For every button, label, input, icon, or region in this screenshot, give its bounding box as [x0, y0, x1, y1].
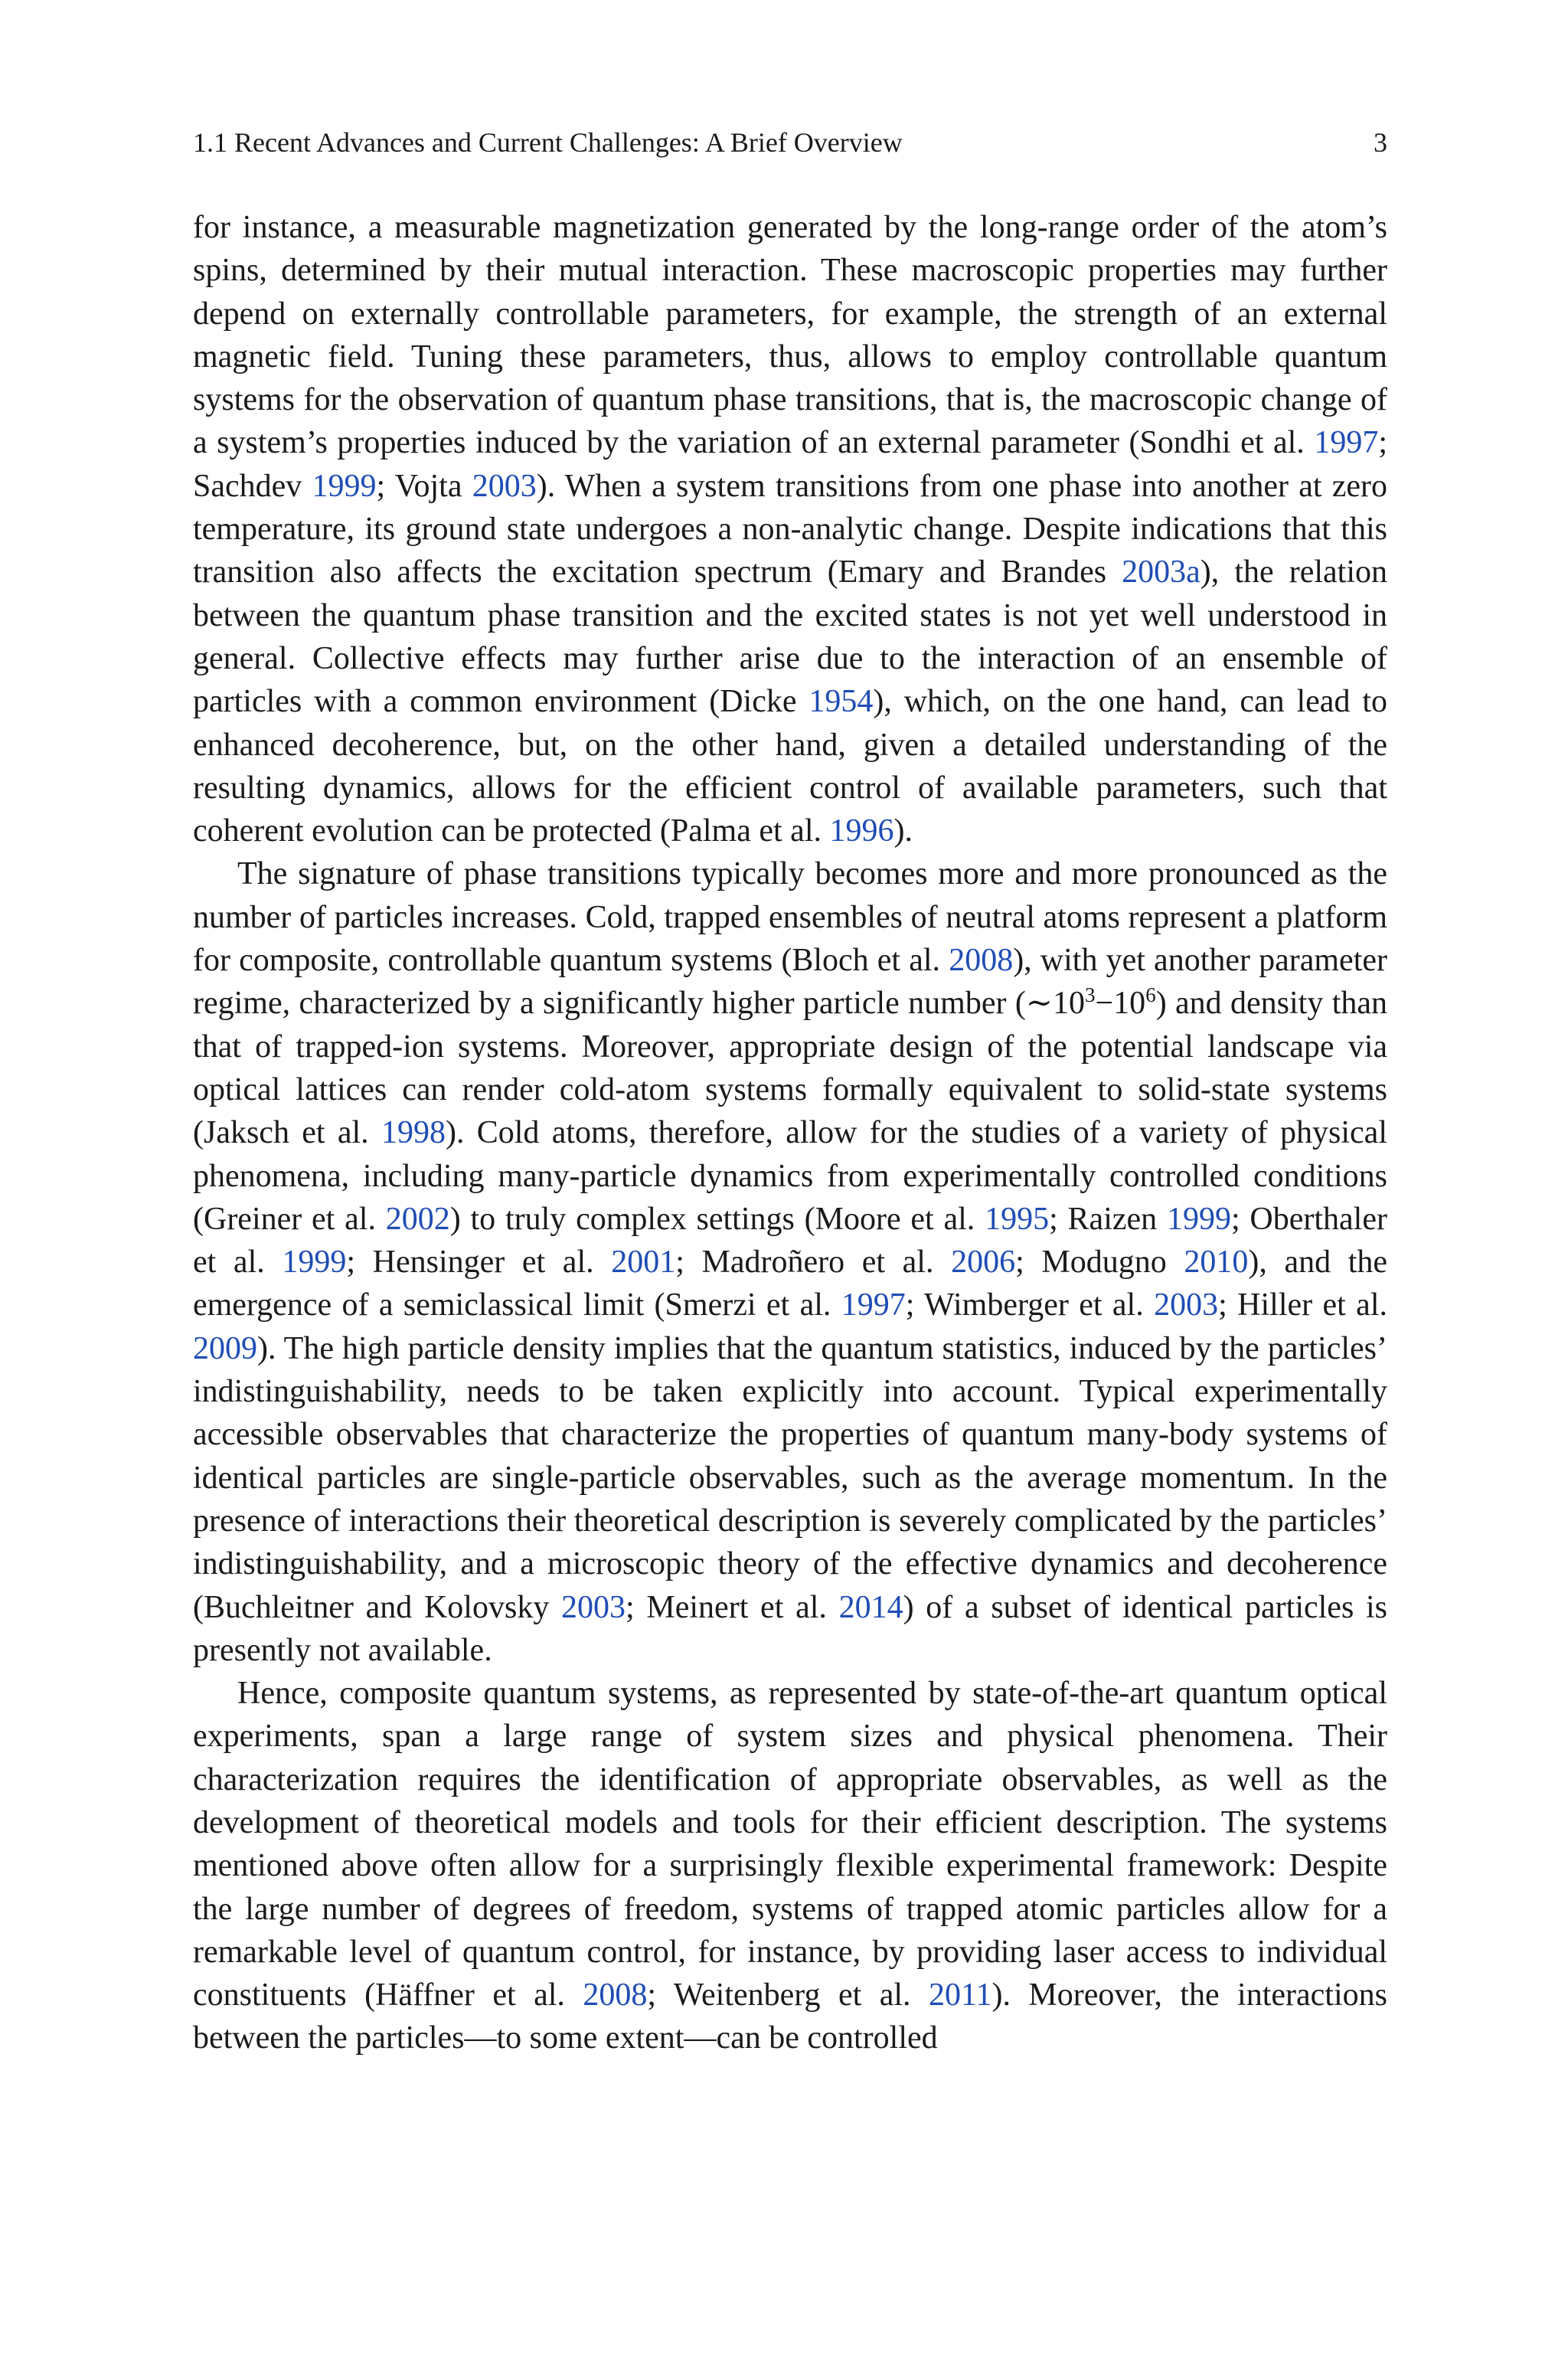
- text-run: ) to truly complex settings (Moore et al.: [449, 1201, 985, 1237]
- citation-link[interactable]: 2003a: [1122, 554, 1200, 590]
- citation-link[interactable]: 2011: [929, 1977, 992, 2013]
- text-run: ; Vojta: [376, 468, 472, 504]
- text-run: ; Raizen: [1049, 1201, 1167, 1237]
- text-run: ), the relation between the quantum phase transition and the excited states is not yet well understood in general. Collective effects may further arise due to the interaction of an ensemble of particles with a common environment (Dicke: [193, 554, 1388, 720]
- text-run: ). The high particle density implies that the quantum statistics, induced by the particles’ indistinguishability, needs to be taken explicitly into account. Typical experimentally accessible observables that characterize the properties of quantum many-body systems of identical particles are single-particle observables, such as the average momentum. In the presence of interactions their theoretical description is severely complicated by the particles’ indistinguishability, and a microscopic theory of the effective dynamics and decoherence (Buchleitner and Kolovsky: [193, 1330, 1387, 1625]
- citation-link[interactable]: 1996: [829, 813, 894, 849]
- text-run: Hence, composite quantum systems, as represented by state-of-the-art quantum optical experiments, span a large range of system sizes and physical phenomena. Their characterization requires the identification of appropriate observables, as well as the development of theoretical models and tools for their efficient description. The systems mentioned above often allow for a surprisingly flexible experimental framework: Despite the large number of degrees of freedom, systems of trapped atomic particles allow for a remarkable level of quantum control, for instance, by providing laser access to individual constituents (Häffner et al.: [193, 1676, 1387, 2013]
- citation-link[interactable]: 2008: [949, 943, 1014, 979]
- text-run: ; Hiller et al.: [1218, 1287, 1387, 1323]
- text-run: ; Madroñero et al.: [675, 1245, 952, 1281]
- superscript: 6: [1145, 983, 1156, 1007]
- text-run: ; Meinert et al.: [626, 1589, 839, 1625]
- paragraph: [193, 1672, 1387, 2060]
- text-run: ) and density than that of trapped-ion systems. Moreover, appropriate design of the potential landscape via optical lattices can render cold-atom systems formally equivalent to solid-state systems (Jaksch et al.: [193, 986, 1387, 1151]
- citation-link[interactable]: 1997: [841, 1287, 906, 1323]
- citation-link[interactable]: 1999: [1166, 1201, 1231, 1237]
- paragraph: [193, 852, 1387, 1672]
- text-run: ; Modugno: [1015, 1245, 1184, 1281]
- paragraph: [193, 206, 1387, 852]
- text-run: ), with yet another parameter regime, characterized by a significantly higher particle number (∼10: [193, 943, 1387, 1022]
- text-run: ; Weitenberg et al.: [647, 1977, 929, 2013]
- citation-link[interactable]: 2006: [951, 1245, 1016, 1281]
- citation-link[interactable]: 2002: [385, 1201, 450, 1237]
- citation-link[interactable]: 1999: [282, 1245, 347, 1281]
- citation-link[interactable]: 2003: [472, 468, 537, 504]
- text-run: ; Sachdev: [193, 425, 1387, 504]
- text-run: ). When a system transitions from one phase into another at zero temperature, its ground state undergoes a non-analytic change. Despite indications that this transition also affects the excitation spectrum (Emary and Brandes: [193, 468, 1387, 590]
- page-number: 3: [1374, 127, 1387, 158]
- text-run: ). Cold atoms, therefore, allow for the studies of a variety of physical phenomena, including many-particle dynamics from experimentally controlled conditions (Greiner et al.: [193, 1115, 1387, 1237]
- citation-link[interactable]: 1998: [381, 1115, 446, 1151]
- citation-link[interactable]: 1999: [312, 468, 377, 504]
- text-run: ). Moreover, the interactions between the particles—to some extent—can be controlled: [193, 1977, 1387, 2056]
- citation-link[interactable]: 1954: [808, 684, 874, 720]
- text-run: ; Hensinger et al.: [346, 1245, 612, 1281]
- text-run: for instance, a measurable magnetization generated by the long-range order of the atom’s spins, determined by their mutual interaction. These macroscopic properties may further depend on externally controllable parameters, for example, the strength of an external magnetic field. Tuning these parameters, thus, allows to employ controllable quantum systems for the observation of quantum phase transitions, that is, the macroscopic change of a system’s properties induced by the variation of an external parameter (Sondhi et al.: [193, 210, 1387, 461]
- citation-link[interactable]: 2010: [1184, 1245, 1249, 1281]
- text-run: ).: [893, 813, 913, 849]
- superscript: 3: [1085, 983, 1096, 1007]
- text-run: The signature of phase transitions typically becomes more and more pronounced as the number of particles increases. Cold, trapped ensembles of neutral atoms represent a platform for composite, controllable quantum systems (Bloch et al.: [193, 856, 1387, 979]
- citation-link[interactable]: 1995: [985, 1201, 1050, 1237]
- citation-link[interactable]: 2003: [1154, 1287, 1219, 1323]
- text-run: ; Oberthaler et al.: [193, 1201, 1387, 1281]
- text-run: ), which, on the one hand, can lead to enhanced decoherence, but, on the other hand, given a detailed understanding of the resulting dynamics, allows for the efficient control of available parameters, such that coherent evolution can be protected (Palma et al.: [193, 684, 1387, 849]
- section-title: 1.1 Recent Advances and Current Challenges: A Brief Overview: [193, 127, 903, 158]
- citation-link[interactable]: 1997: [1314, 425, 1379, 461]
- text-run: −10: [1095, 986, 1146, 1022]
- text-run: ) of a subset of identical particles is presently not available.: [193, 1589, 1388, 1668]
- citation-link[interactable]: 2008: [583, 1977, 648, 2013]
- body-text: [193, 206, 1387, 2060]
- text-run: ), and the emergence of a semiclassical limit (Smerzi et al.: [193, 1245, 1388, 1323]
- citation-link[interactable]: 2003: [561, 1589, 626, 1625]
- citation-link[interactable]: 2001: [611, 1245, 676, 1281]
- text-run: ; Wimberger et al.: [905, 1287, 1155, 1323]
- citation-link[interactable]: 2014: [838, 1589, 903, 1625]
- citation-link[interactable]: 2009: [193, 1330, 257, 1366]
